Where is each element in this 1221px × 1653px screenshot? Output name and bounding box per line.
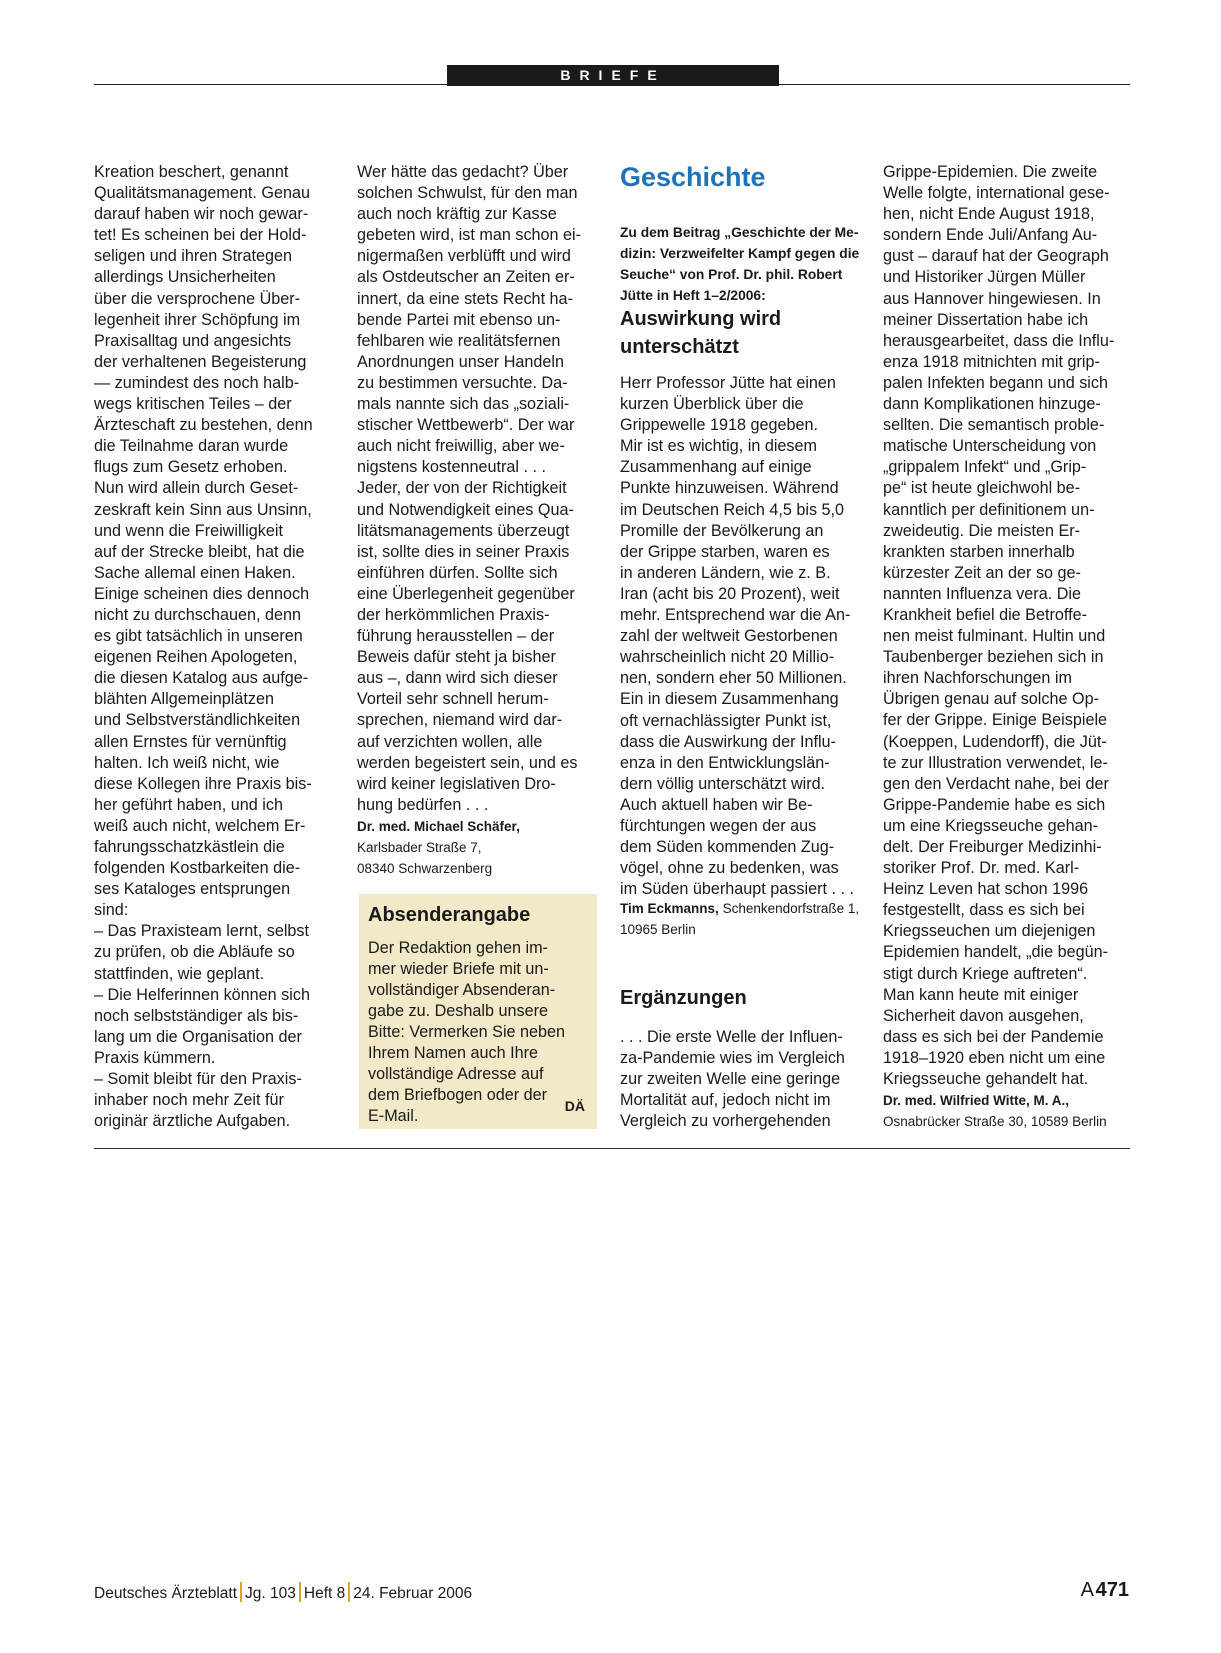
text-line: bende Partei mit ebenso un- bbox=[357, 310, 561, 329]
text-line: nannten Influenza vera. Die bbox=[883, 584, 1081, 603]
text-line: Auch aktuell haben wir Be- bbox=[620, 795, 813, 814]
letter-body-1 bbox=[620, 373, 870, 900]
text-line: auf der Strecke bleibt, hat die bbox=[94, 542, 305, 561]
text-line: eigenen Reihen Apologeten, bbox=[94, 648, 298, 667]
column-2-text bbox=[357, 162, 607, 816]
text-line: als Ostdeutscher an Zeiten er- bbox=[357, 268, 575, 287]
text-line: Jeder, der von der Richtigkeit bbox=[357, 479, 567, 498]
text-line: krankten starben innerhalb bbox=[883, 542, 1075, 561]
text-line: wahrscheinlich nicht 20 Millio- bbox=[620, 648, 835, 667]
text-line: ihren Nachforschungen im bbox=[883, 669, 1072, 688]
text-line: und Notwendigkeit eines Qua- bbox=[357, 500, 574, 519]
column-4-text bbox=[883, 162, 1133, 1090]
journal-issue: Heft 8 bbox=[303, 1585, 346, 1602]
text-line: — zumindest des noch halb- bbox=[94, 373, 300, 392]
text-line: te zur Illustration verwendet, le- bbox=[883, 753, 1108, 772]
text-line: blähten Allgemeinplätzen bbox=[94, 690, 274, 709]
author-signature: Dr. med. Michael Schäfer, bbox=[357, 818, 520, 834]
text-line: Beweis dafür steht ja bisher bbox=[357, 648, 556, 667]
text-line: wegs kritischen Teiles – der bbox=[94, 395, 292, 414]
text-line: enza 1918 mitnichten mit grip- bbox=[883, 352, 1100, 371]
footer bbox=[94, 1582, 472, 1604]
text-line: nen, sondern eher 50 Millionen. bbox=[620, 669, 847, 688]
text-line: auch nicht freiwillig, aber we- bbox=[357, 437, 565, 456]
text-line: in anderen Ländern, wie z. B. bbox=[620, 563, 831, 582]
text-line: einführen dürfen. Sollte sich bbox=[357, 563, 558, 582]
text-line: Ärzteschaft zu bestehen, denn bbox=[94, 416, 313, 435]
text-line: Grippewelle 1918 gegeben. bbox=[620, 416, 818, 435]
text-line: herausgearbeitet, dass die Influ- bbox=[883, 331, 1115, 350]
text-line: – Somit bleibt für den Praxis- bbox=[94, 1070, 302, 1089]
text-line: „grippalem Infekt“ und „Grip- bbox=[883, 458, 1087, 477]
text-line: gen den Verdacht nahe, bei der bbox=[883, 774, 1109, 793]
text-line: Vergleich zu vorhergehenden bbox=[620, 1112, 831, 1131]
letter-signature-1 bbox=[620, 898, 859, 940]
text-line: darauf haben wir noch gewar- bbox=[94, 205, 309, 224]
text-line: um eine Kriegsseuche gehan- bbox=[883, 816, 1099, 835]
info-box-line: E-Mail. bbox=[368, 1107, 419, 1125]
text-line: Mortalität auf, jedoch nicht im bbox=[620, 1091, 831, 1110]
text-line: matische Unterscheidung von bbox=[883, 437, 1097, 456]
text-line: allen Ernstes für vernünftig bbox=[94, 732, 287, 751]
text-line: diese Kollegen ihre Praxis bis- bbox=[94, 774, 312, 793]
text-line: der Grippe starben, waren es bbox=[620, 542, 830, 561]
info-box-line: Der Redaktion gehen im- bbox=[368, 939, 548, 957]
text-line: aus –, dann wird sich dieser bbox=[357, 669, 558, 688]
text-line: zeskraft kein Sinn aus Unsinn, bbox=[94, 500, 312, 519]
text-line: zu prüfen, ob die Abläufe so bbox=[94, 943, 295, 962]
text-line: der herkömmlichen Praxis- bbox=[357, 605, 550, 624]
text-line: weiß auch nicht, welchem Er- bbox=[94, 816, 306, 835]
text-line: ist, sollte dies in seiner Praxis bbox=[357, 542, 570, 561]
text-line: und Historiker Jürgen Müller bbox=[883, 268, 1086, 287]
text-line: der verhaltenen Begeisterung bbox=[94, 352, 307, 371]
text-line: sprechen, niemand wird dar- bbox=[357, 711, 563, 730]
text-line: – Das Praxisteam lernt, selbst bbox=[94, 922, 310, 941]
text-line: wird keiner legislativen Dro- bbox=[357, 774, 556, 793]
footer-separator bbox=[299, 1582, 301, 1602]
text-line: inhaber noch mehr Zeit für bbox=[94, 1091, 284, 1110]
text-line: innert, da eine stets Recht ha- bbox=[357, 289, 573, 308]
info-box-line: Ihrem Namen auch Ihre bbox=[368, 1044, 539, 1062]
text-line: kürzester Zeit an der so ge- bbox=[883, 563, 1081, 582]
column-4 bbox=[883, 162, 1133, 1132]
author-address-city: 10965 Berlin bbox=[620, 922, 696, 937]
letter-heading-1-line: unterschätzt bbox=[620, 336, 739, 358]
text-line: nigermaßen verblüfft und wird bbox=[357, 247, 571, 266]
text-line: über die versprochene Über- bbox=[94, 289, 301, 308]
text-line: Einige scheinen dies dennoch bbox=[94, 584, 310, 603]
letter-body-2 bbox=[620, 1027, 870, 1132]
author-signature: Dr. med. Wilfried Witte, M. A., bbox=[883, 1093, 1070, 1109]
text-line: litätsmanagements überzeugt bbox=[357, 521, 570, 540]
info-box-title: Absenderangabe bbox=[368, 904, 531, 926]
text-line: Herr Professor Jütte hat einen bbox=[620, 374, 836, 392]
text-line: Übrigen genau auf solche Op- bbox=[883, 690, 1099, 709]
text-line: dem Süden kommenden Zug- bbox=[620, 838, 835, 857]
text-line: auf verzichten wollen, alle bbox=[357, 732, 543, 751]
text-line: Krankheit befiel die Betroffe- bbox=[883, 605, 1087, 624]
text-line: es gibt tatsächlich in unseren bbox=[94, 627, 303, 646]
info-box-line: vollständige Adresse auf bbox=[368, 1065, 544, 1083]
text-line: delt. Der Freiburger Medizinhi- bbox=[883, 838, 1102, 856]
info-box-line: Bitte: Vermerken Sie neben bbox=[368, 1023, 566, 1041]
text-line: originär ärztliche Aufgaben. bbox=[94, 1112, 291, 1131]
journal-name: Deutsches Ärzteblatt bbox=[94, 1585, 238, 1602]
text-line: Man kann heute mit einiger bbox=[883, 985, 1079, 1004]
text-line: Grippe-Pandemie habe es sich bbox=[883, 795, 1106, 814]
text-line: nigstens kostenneutral . . . bbox=[357, 458, 546, 477]
text-line: allerdings Unsicherheiten bbox=[94, 268, 276, 287]
text-line: dann Komplikationen hinzuge- bbox=[883, 395, 1101, 414]
info-box-text bbox=[368, 938, 588, 1127]
text-line: die diesen Katalog aus aufge- bbox=[94, 669, 309, 688]
text-line: Ein in diesem Zusammenhang bbox=[620, 690, 839, 709]
text-line: zweideutig. Die meisten Er- bbox=[883, 521, 1081, 540]
text-line: palen Infekten begann und sich bbox=[883, 373, 1109, 392]
text-line: folgenden Kostbarkeiten die- bbox=[94, 859, 301, 878]
article-reference-line: Zu dem Beitrag „Geschichte der Me- bbox=[620, 225, 859, 240]
text-line: hen, nicht Ende August 1918, bbox=[883, 205, 1095, 224]
text-line: Qualitätsmanagement. Genau bbox=[94, 184, 310, 203]
bottom-rule bbox=[94, 1148, 1130, 1149]
text-line: za-Pandemie wies im Vergleich bbox=[620, 1049, 845, 1068]
text-line: Mir ist es wichtig, in diesem bbox=[620, 437, 818, 456]
text-line: eine Überlegenheit gegenüber bbox=[357, 584, 575, 603]
text-line: und wenn die Freiwilligkeit bbox=[94, 521, 283, 540]
text-line: vögel, ohne zu bedenken, was bbox=[620, 859, 839, 878]
text-line: fürchtungen wegen der aus bbox=[620, 816, 817, 835]
info-box-line: mer wieder Briefe mit un- bbox=[368, 960, 549, 978]
text-line: Sicherheit davon ausgehen, bbox=[883, 1006, 1084, 1025]
article-reference-line: Seuche“ von Prof. Dr. phil. Robert bbox=[620, 267, 843, 282]
page-number-prefix: A bbox=[1080, 1579, 1094, 1601]
author-name: Tim Eckmanns, bbox=[620, 901, 719, 916]
text-line: meiner Dissertation habe ich bbox=[883, 310, 1089, 329]
text-line: tet! Es scheinen bei der Hold- bbox=[94, 226, 307, 245]
text-line: – Die Helferinnen können sich bbox=[94, 985, 310, 1004]
text-line: Praxisalltag und angesichts bbox=[94, 331, 292, 350]
text-line: noch selbstständiger als bis- bbox=[94, 1006, 299, 1025]
text-line: dern völlig unterschätzt wird. bbox=[620, 774, 826, 793]
text-line: und Selbstverständlichkeiten bbox=[94, 711, 301, 730]
text-line: Iran (acht bis 20 Prozent), weit bbox=[620, 584, 840, 603]
text-line: Taubenberger beziehen sich in bbox=[883, 648, 1104, 667]
text-line: . . . Die erste Welle der Influen- bbox=[620, 1028, 843, 1046]
column-1 bbox=[94, 162, 342, 1132]
text-line: werden begeistert sein, und es bbox=[357, 753, 578, 772]
text-line: gust – darauf hat der Geograph bbox=[883, 247, 1109, 266]
text-line: zur zweiten Welle eine geringe bbox=[620, 1070, 841, 1089]
text-line: Punkte hinzuweisen. Während bbox=[620, 479, 839, 498]
text-line: zahl der weltweit Gestorbenen bbox=[620, 627, 838, 646]
text-line: Epidemien handelt, „die begün- bbox=[883, 943, 1108, 962]
text-line: auch noch kräftig zur Kasse bbox=[357, 205, 557, 224]
text-line: aus Hannover hingewiesen. In bbox=[883, 289, 1101, 308]
text-line: pe“ ist heute gleichwohl be- bbox=[883, 479, 1081, 498]
article-reference bbox=[620, 222, 870, 306]
author-address-city: 08340 Schwarzenberg bbox=[357, 860, 493, 876]
column-2 bbox=[357, 162, 607, 879]
info-box-line: gabe zu. Deshalb unsere bbox=[368, 1002, 548, 1020]
text-line: mehr. Entsprechend war die An- bbox=[620, 606, 851, 625]
text-line: führung herausstellen – der bbox=[357, 627, 555, 646]
text-line: (Koeppen, Ludendorff), die Jüt- bbox=[883, 732, 1107, 751]
article-reference-line: dizin: Verzweifelter Kampf gegen die bbox=[620, 246, 860, 261]
text-line: im Deutschen Reich 4,5 bis 5,0 bbox=[620, 500, 845, 519]
text-line: Kreation beschert, genannt bbox=[94, 163, 289, 181]
text-line: 1918–1920 eben nicht um eine bbox=[883, 1048, 1106, 1067]
text-line: enza in den Entwicklungslän- bbox=[620, 753, 830, 772]
text-line: hung bedürfen . . . bbox=[357, 795, 489, 814]
text-line: die Teilnahme daran wurde bbox=[94, 437, 289, 456]
text-line: nicht zu durchschauen, denn bbox=[94, 605, 301, 624]
text-line: zu bestimmen versuchte. Da- bbox=[357, 373, 568, 392]
author-address: Osnabrücker Straße 30, 10589 Berlin bbox=[883, 1114, 1107, 1130]
text-line: Heinz Leven hat schon 1996 bbox=[883, 880, 1089, 899]
text-line: Zusammenhang auf einige bbox=[620, 458, 812, 477]
page-number-value: 471 bbox=[1095, 1579, 1129, 1601]
text-line: Promille der Bevölkerung an bbox=[620, 521, 824, 540]
author-address-street: Schenkendorfstraße 1, bbox=[722, 901, 860, 916]
text-line: fehlbaren wie realitätsfernen bbox=[357, 331, 561, 350]
text-line: Nun wird allein durch Geset- bbox=[94, 479, 299, 498]
text-line: stischer Wettbewerb“. Der war bbox=[357, 416, 575, 435]
text-line: fer der Grippe. Einige Beispiele bbox=[883, 711, 1108, 730]
info-box-line: dem Briefbogen oder der bbox=[368, 1086, 548, 1104]
page-number bbox=[1081, 1577, 1129, 1603]
info-box-signature: DÄ bbox=[564, 1098, 585, 1114]
text-line: gebeten wird, ist man schon ei- bbox=[357, 226, 582, 245]
section-label: BRIEFE bbox=[447, 65, 779, 86]
section-title: Geschichte bbox=[620, 162, 766, 192]
text-line: solchen Schwulst, für den man bbox=[357, 184, 578, 203]
text-line: lang um die Organisation der bbox=[94, 1027, 302, 1046]
letter-heading-1 bbox=[620, 305, 781, 361]
text-line: stigt durch Kriege auftreten“. bbox=[883, 964, 1088, 983]
text-line: dass es sich bei der Pandemie bbox=[883, 1027, 1104, 1046]
text-line: kurzen Überblick über die bbox=[620, 395, 804, 414]
text-line: Vorteil sehr schnell herum- bbox=[357, 690, 549, 709]
author-address-street: Karlsbader Straße 7, bbox=[357, 839, 482, 855]
text-line: im Süden überhaupt passiert . . . bbox=[620, 880, 854, 899]
text-line: Kriegsseuche gehandelt hat. bbox=[883, 1070, 1089, 1089]
article-reference-line: Jütte in Heft 1–2/2006: bbox=[620, 288, 766, 303]
text-line: mals nannte sich das „soziali- bbox=[357, 395, 570, 414]
text-line: flugs zum Gesetz erhoben. bbox=[94, 458, 288, 477]
text-line: Praxis kümmern. bbox=[94, 1048, 216, 1067]
text-line: ses Kataloges entsprungen bbox=[94, 880, 291, 899]
text-line: Kriegsseuchen um diejenigen bbox=[883, 922, 1096, 941]
text-line: Sache allemal einen Haken. bbox=[94, 563, 296, 582]
footer-separator bbox=[240, 1582, 242, 1602]
text-line: Grippe-Epidemien. Die zweite bbox=[883, 163, 1098, 181]
text-line: oft vernachlässigter Punkt ist, bbox=[620, 711, 832, 730]
text-line: sellten. Die semantisch proble- bbox=[883, 416, 1105, 435]
issue-date: 24. Februar 2006 bbox=[353, 1585, 473, 1602]
text-line: legenheit ihrer Schöpfung im bbox=[94, 310, 301, 329]
text-line: sind: bbox=[94, 901, 129, 920]
info-box bbox=[359, 894, 597, 1129]
letter-heading-1-line: Auswirkung wird bbox=[620, 308, 782, 330]
text-line: kanntlich per definitionem un- bbox=[883, 500, 1095, 519]
text-line: Anordnungen unser Handeln bbox=[357, 352, 564, 371]
text-line: festgestellt, dass es sich bei bbox=[883, 901, 1085, 920]
text-line: nen meist fulminant. Hultin und bbox=[883, 627, 1106, 646]
text-line: seligen und ihren Strategen bbox=[94, 247, 292, 266]
info-box-line: vollständiger Absenderan- bbox=[368, 981, 556, 999]
text-line: dass die Auswirkung der Influ- bbox=[620, 732, 836, 751]
text-line: halten. Ich weiß nicht, wie bbox=[94, 753, 280, 772]
text-line: stattfinden, wie geplant. bbox=[94, 964, 265, 983]
text-line: Wer hätte das gedacht? Über bbox=[357, 163, 569, 181]
text-line: sondern Ende Juli/Anfang Au- bbox=[883, 226, 1098, 245]
text-line: fahrungsschatzkästlein die bbox=[94, 838, 285, 856]
text-line: her geführt haben, und ich bbox=[94, 795, 283, 814]
footer-separator bbox=[348, 1582, 350, 1602]
text-line: storiker Prof. Dr. med. Karl- bbox=[883, 859, 1080, 878]
text-line: Welle folgte, international gese- bbox=[883, 184, 1110, 203]
journal-volume: Jg. 103 bbox=[245, 1585, 296, 1602]
letter-heading-2: Ergänzungen bbox=[620, 987, 747, 1009]
